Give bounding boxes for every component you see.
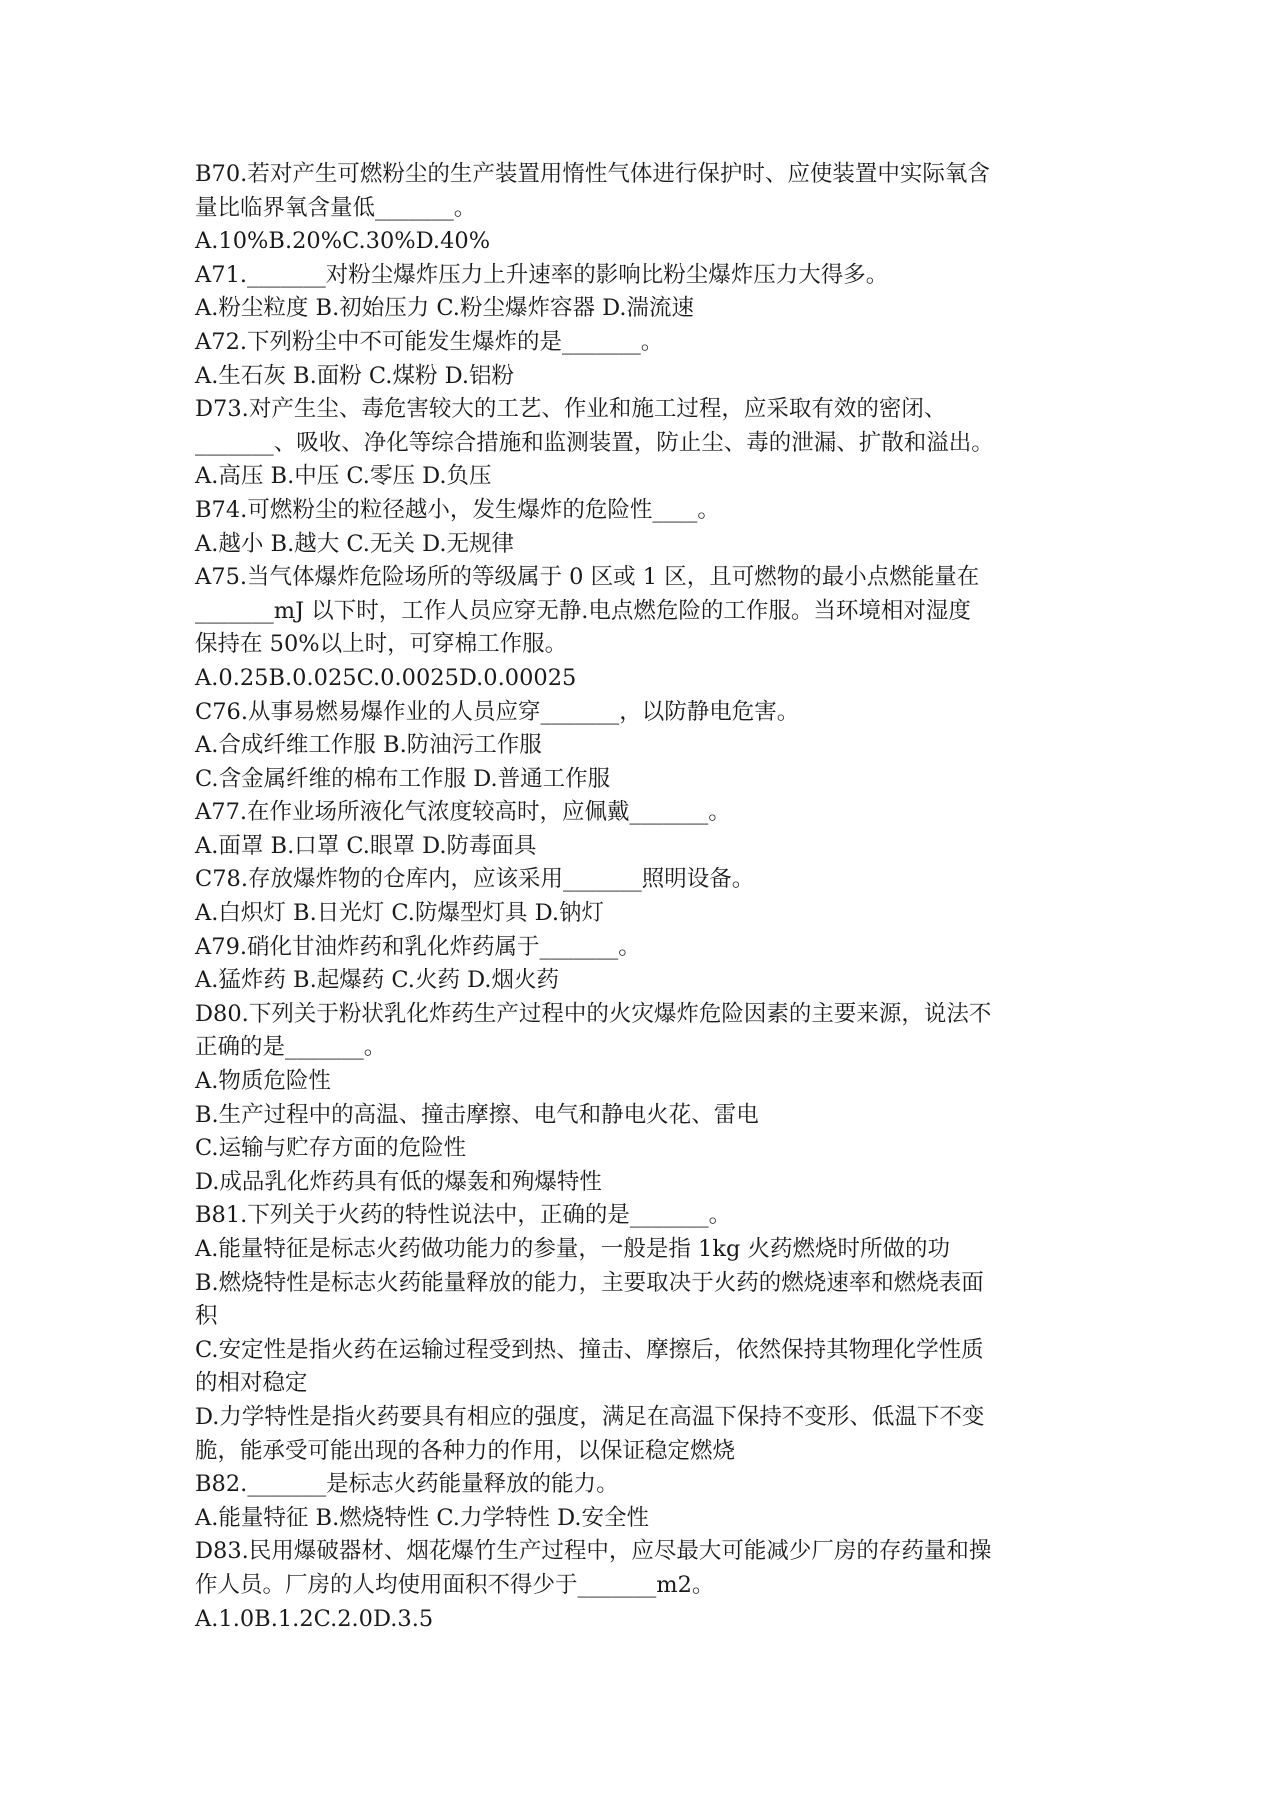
question-line: 保持在 50%以上时，可穿棉工作服。 [195,631,568,658]
options-line: 脆，能承受可能出现的各种力的作用，以保证稳定燃烧 [195,1437,736,1464]
options-line: A.能量特征是标志火药做功能力的参量，一般是指 1kg 火药燃烧时所做的功 [195,1236,951,1262]
options-line: A.能量特征 B.燃烧特性 C.力学特性 D.安全性 [195,1504,649,1531]
question-line: A71._______对粉尘爆炸压力上升速率的影响比粉尘爆炸压力大得多。 [195,261,889,288]
question-line: B74.可燃粉尘的粒径越小，发生爆炸的危险性____。 [195,496,720,523]
question-line: B81.下列关于火药的特性说法中，正确的是_______。 [195,1202,732,1229]
options-line: A.生石灰 B.面粉 C.煤粉 D.铝粉 [195,362,514,389]
options-line: A.面罩 B.口罩 C.眼罩 D.防毒面具 [195,832,537,859]
options-line: A.猛炸药 B.起爆药 C.火药 D.烟火药 [195,967,559,994]
question-line: B70.若对产生可燃粉尘的生产装置用惰性气体进行保护时、应使装置中实际氧含 [195,161,990,187]
question-line: _______mJ 以下时，工作人员应穿无静.电点燃危险的工作服。当环境相对湿度 [195,597,971,624]
options-line: 的相对稳定 [195,1370,308,1397]
options-line: A.高压 B.中压 C.零压 D.负压 [195,463,492,490]
question-line: D80.下列关于粉状乳化炸药生产过程中的火灾爆炸危险因素的主要来源，说法不 [195,1000,992,1027]
question-line: 作人员。厂房的人均使用面积不得少于_______m2。 [195,1571,715,1598]
options-line: C.含金属纤维的棉布工作服 D.普通工作服 [195,765,611,792]
options-line: D.力学特性是指火药要具有相应的强度，满足在高温下保持不变形、低温下不变 [195,1403,985,1430]
options-line: C.运输与贮存方面的危险性 [195,1135,467,1162]
question-line: B82._______是标志火药能量释放的能力。 [195,1471,619,1498]
options-line: A.物质危险性 [195,1068,331,1095]
question-line: _______、吸收、净化等综合措施和监测装置，防止尘、毒的泄漏、扩散和溢出。 [195,429,994,456]
options-line: B.燃烧特性是标志火药能量释放的能力，主要取决于火药的燃烧速率和燃烧表面 [195,1269,984,1296]
options-line: A.合成纤维工作服 B.防油污工作服 [195,732,542,759]
options-line: A.10%B.20%C.30%D.40% [195,228,491,255]
options-line: A.越小 B.越大 C.无关 D.无规律 [195,530,514,557]
options-line: A.0.25B.0.025C.0.0025D.0.00025 [195,664,577,691]
question-line: A72.下列粉尘中不可能发生爆炸的是_______。 [195,328,664,355]
options-line: B.生产过程中的高温、撞击摩擦、电气和静电火花、雷电 [195,1101,759,1128]
question-line: A75.当气体爆炸危险场所的等级属于 0 区或 1 区，且可燃物的最小点燃能量在 [195,564,980,591]
options-line: A.1.0B.1.2C.2.0D.3.5 [195,1605,434,1632]
question-line: C78.存放爆炸物的仓库内，应该采用_______照明设备。 [195,866,755,893]
options-line: D.成品乳化炸药具有低的爆轰和殉爆特性 [195,1168,602,1195]
options-line: A.白炽灯 B.日光灯 C.防爆型灯具 D.钠灯 [195,900,604,927]
question-line: D83.民用爆破器材、烟花爆竹生产过程中，应尽最大可能减少厂房的存药量和操 [195,1538,992,1565]
question-line: C76.从事易燃易爆作业的人员应穿_______，以防静电危害。 [195,698,800,725]
question-line: 正确的是_______。 [195,1034,387,1061]
document-page [195,158,1095,1636]
question-line: D73.对产生尘、毒危害较大的工艺、作业和施工过程，应采取有效的密闭、 [195,396,947,423]
question-line: 量比临界氧含量低_______。 [195,194,477,221]
question-line: A77.在作业场所液化气浓度较高时，应佩戴_______。 [195,799,731,826]
options-line: C.安定性是指火药在运输过程受到热、撞击、摩擦后，依然保持其物理化学性质 [195,1336,984,1363]
options-line: 积 [195,1303,218,1330]
options-line: A.粉尘粒度 B.初始压力 C.粉尘爆炸容器 D.湍流速 [195,295,694,322]
question-line: A79.硝化甘油炸药和乳化炸药属于_______。 [195,933,641,960]
